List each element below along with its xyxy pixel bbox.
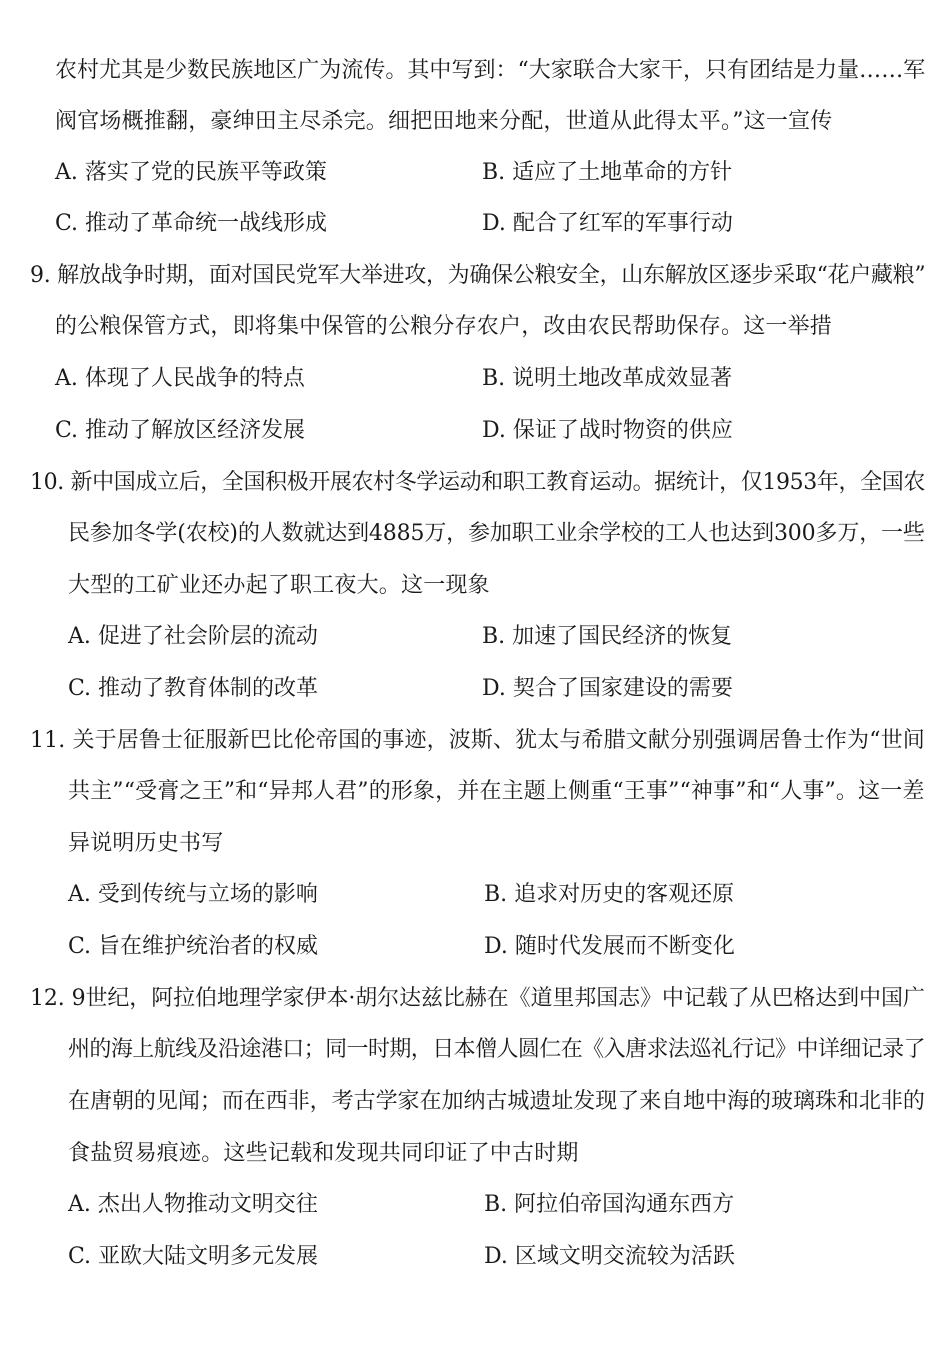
q12-stem-line-4: 食盐贸易痕迹。这些记载和发现共同印证了中古时期 (68, 1141, 579, 1166)
q12-option-d: D. 区域文明交流较为活跃 (484, 1244, 735, 1269)
q10-stem-line-3: 大型的工矿业还办起了职工夜大。这一现象 (68, 573, 490, 598)
q12-option-c: C. 亚欧大陆文明多元发展 (68, 1244, 319, 1269)
q8-option-a: A. 落实了党的民族平等政策 (55, 160, 327, 185)
q10-option-c: C. 推动了教育体制的改革 (68, 676, 319, 701)
q12-stem-line-3: 在唐朝的见闻；而在西非，考古学家在加纳古城遗址发现了来自地中海的玻璃珠和北非的 (68, 1089, 925, 1114)
q9-option-d: D. 保证了战时物资的供应 (482, 418, 733, 443)
q8-stem-line-2: 阀官场概推翻，豪绅田主尽杀完。细把田地来分配，世道从此得太平。”这一宣传 (55, 109, 833, 134)
q9-option-a: A. 体现了人民战争的特点 (55, 366, 305, 391)
q10-option-d: D. 契合了国家建设的需要 (482, 676, 733, 701)
q11-stem-line-1: 11. 关于居鲁士征服新巴比伦帝国的事迹，波斯、犹太与希腊文献分别强调居鲁士作为“世间 (30, 728, 925, 753)
q9-stem-line-2: 的公粮保管方式，即将集中保管的公粮分存农户，改由农民帮助保存。这一举措 (55, 314, 833, 339)
q11-stem-line-2: 共主”“受膏之王”和“异邦人君”的形象，并在主题上侧重“王事”“神事”和“人事”。这一差 (68, 779, 925, 804)
q10-option-a: A. 促进了社会阶层的流动 (68, 624, 318, 649)
q10-stem-line-2: 民参加冬学(农校)的人数就达到4885万，参加职工业余学校的工人也达到300多万，一些 (68, 521, 925, 546)
q11-option-a: A. 受到传统与立场的影响 (68, 882, 318, 907)
q12-stem-line-2: 州的海上航线及沿途港口；同一时期，日本僧人圆仁在《入唐求法巡礼行记》中详细记录了 (68, 1037, 926, 1062)
q12-option-b: B. 阿拉伯帝国沟通东西方 (484, 1192, 735, 1217)
q8-option-b: B. 适应了土地革命的方针 (482, 160, 733, 185)
q10-option-b: B. 加速了国民经济的恢复 (482, 624, 733, 649)
q10-stem-line-1: 10. 新中国成立后，全国积极开展农村冬学运动和职工教育运动。据统计，仅1953年，全国农 (30, 470, 925, 495)
q9-option-c: C. 推动了解放区经济发展 (55, 418, 306, 443)
q11-option-c: C. 旨在维护统治者的权威 (68, 934, 319, 959)
q11-option-b: B. 追求对历史的客观还原 (484, 882, 735, 907)
q9-stem-line-1: 9. 解放战争时期，面对国民党军大举进攻，为确保公粮安全，山东解放区逐步采取“花户藏粮” (30, 263, 926, 288)
q11-stem-line-3: 异说明历史书写 (68, 831, 224, 856)
q8-option-d: D. 配合了红军的军事行动 (482, 211, 733, 236)
q8-stem-line-1: 农村尤其是少数民族地区广为流传。其中写到：“大家联合大家干，只有团结是力量……军 (55, 58, 926, 83)
q9-option-b: B. 说明土地改革成效显著 (482, 366, 733, 391)
q11-option-d: D. 随时代发展而不断变化 (484, 934, 735, 959)
q12-stem-line-1: 12. 9世纪，阿拉伯地理学家伊本·胡尔达兹比赫在《道里邦国志》中记载了从巴格达到中国广 (30, 986, 925, 1011)
q8-option-c: C. 推动了革命统一战线形成 (55, 211, 328, 236)
q12-option-a: A. 杰出人物推动文明交往 (68, 1192, 318, 1217)
